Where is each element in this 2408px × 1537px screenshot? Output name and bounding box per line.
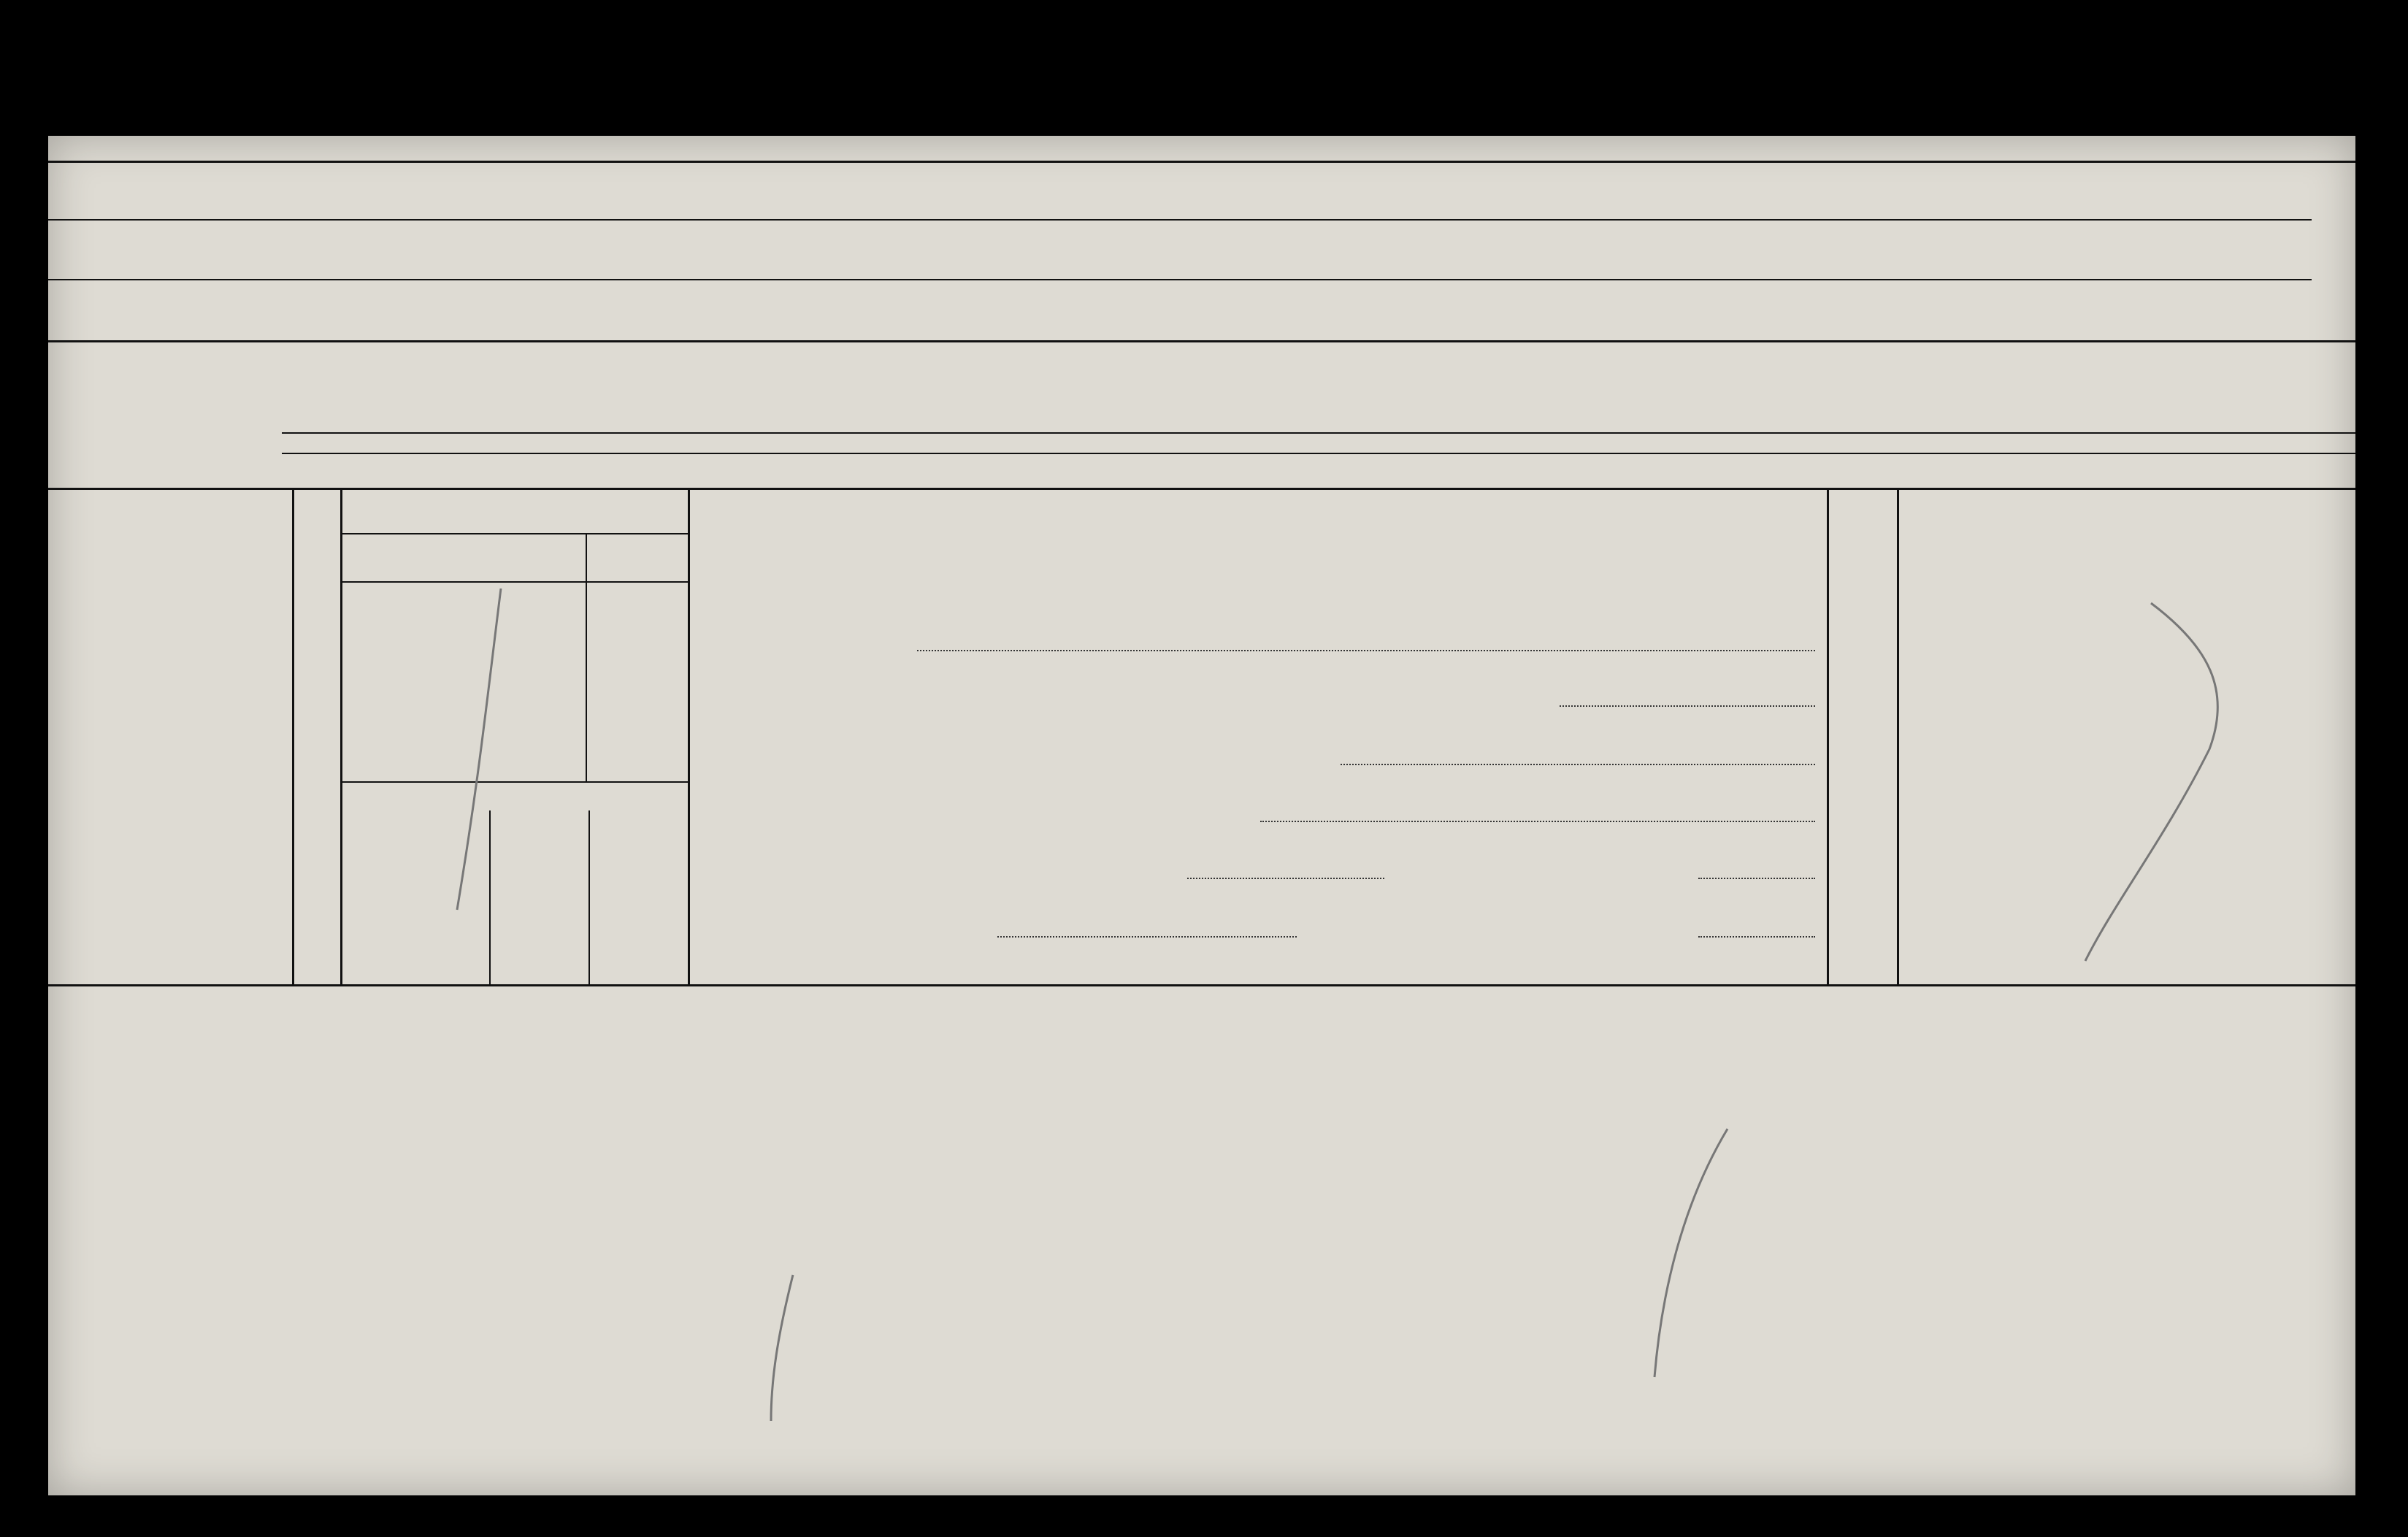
census-card xyxy=(48,136,2355,1495)
pencil-stroke-trade xyxy=(457,589,501,910)
pencil-stroke-lease-2 xyxy=(771,1275,793,1421)
pencil-stroke-pop xyxy=(2085,603,2217,961)
pencil-stroke-lease-1 xyxy=(1654,1129,1728,1377)
pencil-strokes xyxy=(48,136,2355,1495)
